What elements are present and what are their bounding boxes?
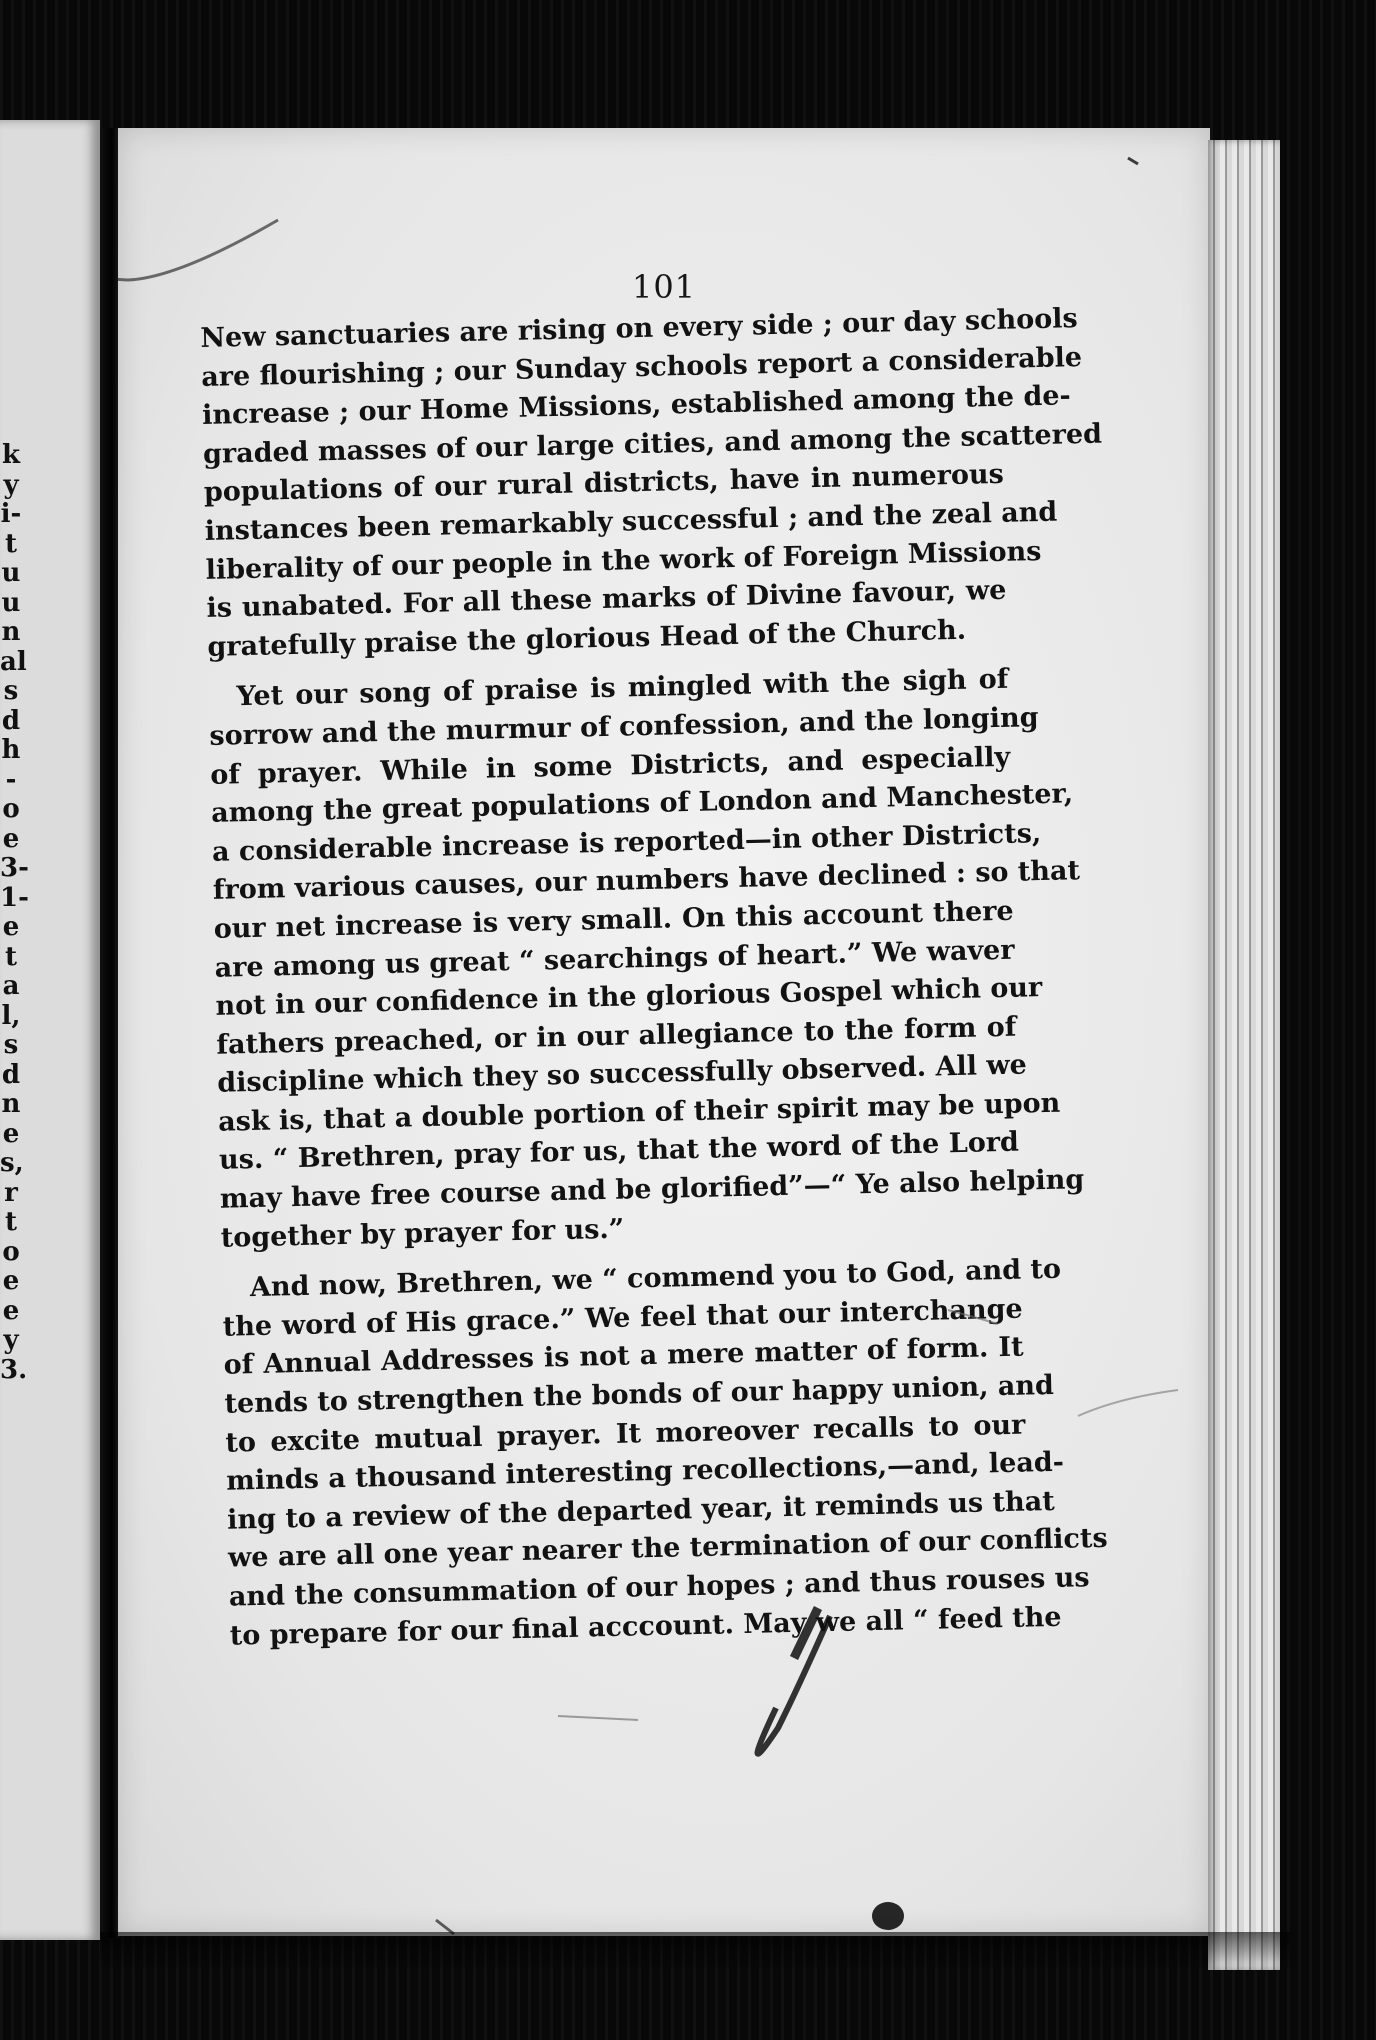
text-line: tends to strengthen the bonds of our happy union, and [224,1369,1055,1420]
text-line: the word of His grace.” We feel that our interchange [222,1293,1023,1343]
left-page-fragment: 3- [0,853,29,883]
left-page-fragment: u [1,587,21,618]
left-facing-page [0,120,100,1940]
text-line: instances been remarkably successful ; and the zeal and [204,496,1058,547]
left-page-fragment: s, [0,1148,24,1178]
left-page-fragment: al [0,646,27,677]
text-line: Yet our song of praise is mingled with the sigh of [236,664,1009,713]
text-line: sorrow and the murmur of confession, and the longing [209,702,1039,752]
left-page-fragment: e [2,1118,20,1149]
left-page-fragment: 3. [0,1354,28,1385]
text-line: are among us great “ searchings of heart.” We waver [214,934,1015,984]
text-line: together by prayer for us.” [220,1213,625,1254]
text-line: we are all one year nearer the termination of our conflicts [227,1523,1108,1575]
paragraph [208,661,1085,1258]
text-line: our net increase is very small. On this account there [213,895,1014,945]
text-line: fathers preached, or in our allegiance to the form of [216,1011,1017,1061]
text-line: to excite mutual prayer. It moreover recalls to our [225,1409,1026,1459]
text-line: are flourishing ; our Sunday schools report a considerable [200,341,1083,393]
left-page-fragment: i- [0,499,22,529]
book-gutter [100,128,120,1938]
text-line: liberality of our people in the work of Foreign Missions [205,535,1042,586]
left-page-fragment: y [3,469,19,500]
left-page-fragment: e [2,1266,20,1296]
page-number: 101 [631,268,697,306]
text-line: ing to a review of the departed year, it reminds us that [226,1485,1055,1536]
left-page-fragment: a [2,971,20,1001]
page-edges [1208,140,1280,1970]
text-line: discipline which they so successfully observed. All we [216,1049,1028,1100]
left-page-fragment: l, [1,1000,21,1031]
page-bottom-shadow [100,1932,1290,1972]
left-page-fragment: h [1,735,21,765]
text-line: New sanctuaries are rising on every side ; our day schools [200,303,1078,354]
paragraph [200,302,1103,667]
text-line: populations of our rural districts, have in numerous [203,459,1005,509]
text-line: us. “ Brethren, pray for us, that the word of the Lord [218,1127,1020,1177]
text-line: of prayer. While in some Districts, and especially [209,741,1011,791]
text-line: may have free course and be glorified”—“ Ye also helping [219,1164,1085,1215]
text-line: And now, Brethren, we “ commend you to God, and to [249,1253,1062,1304]
text-line: and the consummation of our hopes ; and thus rouses us [228,1562,1090,1613]
left-page-fragment: d [1,1059,21,1090]
left-page-fragment: e [2,1295,20,1326]
left-page-fragment: o [2,1236,20,1267]
left-page-fragment: t [4,528,17,559]
text-line: to prepare for our final acccount. May we all “ feed the [229,1601,1062,1652]
left-page-fragment: y [3,1325,19,1355]
text-line: graded masses of our large cities, and among the scattered [202,418,1103,470]
left-page-fragment: t [4,941,17,972]
left-page-fragment: n [1,1089,21,1119]
text-line: is unabated. For all these marks of Divine favour, we [206,574,1007,625]
left-page-fragment: t [4,1207,17,1237]
book-page [118,128,1210,1936]
paragraph [222,1252,1108,1656]
left-page-fragment: r [4,1177,18,1208]
left-page-fragment: k [1,440,20,470]
left-page-fragment: s [3,676,19,706]
left-page-fragment: e [2,823,20,854]
left-page-fragment: 1- [0,882,29,913]
left-page-fragment: u [1,558,21,588]
left-page-fragment: n [1,617,21,647]
text-line: minds a thousand interesting recollections,—and, lead- [226,1446,1065,1497]
text-line: among the great populations of London and Manchester, [210,778,1074,829]
text-line: not in our confidence in the glorious Gospel which our [215,972,1043,1022]
left-page-fragment: d [1,705,21,736]
text-line: a considerable increase is reported—in other Districts, [211,817,1042,868]
left-page-fragment: o [2,794,20,824]
page-body-text [200,302,1108,1656]
text-line: gratefully praise the glorious Head of the Church. [207,614,967,663]
text-line: increase ; our Home Missions, established among the de- [201,380,1072,432]
text-line: of Annual Addresses is not a mere matter of form. It [223,1332,1024,1382]
left-page-fragment: e [2,912,20,942]
text-line: from various causes, our numbers have declined : so that [212,855,1081,907]
text-line: ask is, that a double portion of their spirit may be upon [217,1087,1061,1138]
left-page-fragment: - [5,764,17,795]
left-page-fragment: s [3,1030,19,1060]
